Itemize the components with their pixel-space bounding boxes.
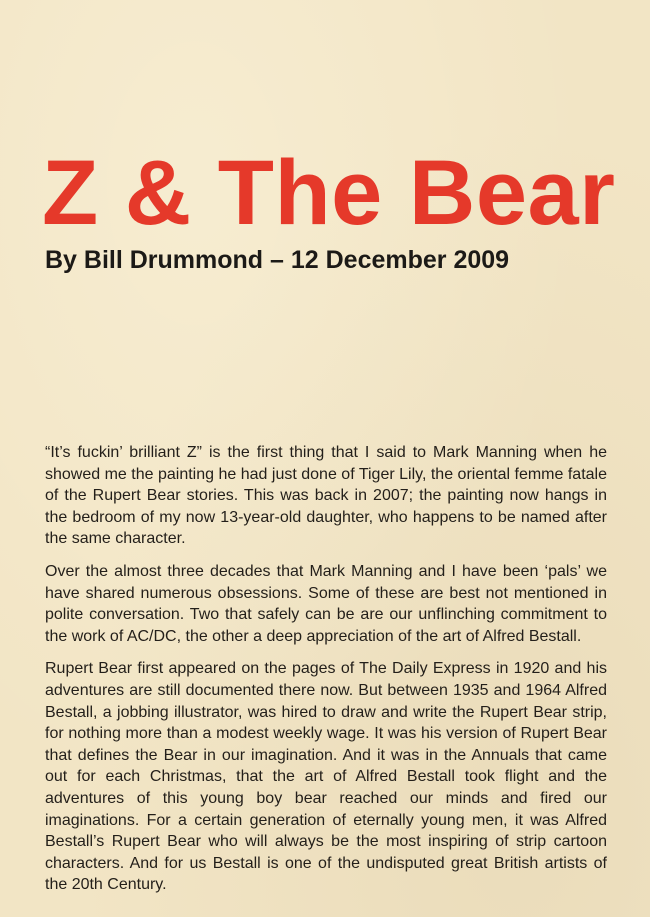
paragraph: Over the almost three decades that Mark Manning and I have been ‘pals’ we have shared numerous obsessions. Some of these are best not mentioned in polite conversation. Two that safely can be are our unflinching commitment to the work of AC/DC, the other a deep appreciation of the art of Alfred Bestall. [45, 562, 607, 645]
paragraph: Rupert Bear first appeared on the pages of The Daily Express in 1920 and his adventures are still documented there now. But between 1935 and 1964 Alfred Bestall, a jobbing illustrator, was hired to draw and write the Rupert Bear strip, for nothing more than a modest weekly wage. It was his version of Rupert Bear that defines the Bear in our imagination. And it was in the Annuals that came out for each Christmas, that the art of Alfred Bestall took flight and the adventures of this young boy bear reached our minds and fired our imaginations. For a certain generation of eternally young men, it was Alfred Bestall’s Rupert Bear who will always be the most inspiring of strip cartoon characters. And for us Bestall is one of the undisputed great British artists of the 20th Century. [45, 660, 607, 894]
paragraph: “It’s fuckin’ brilliant Z” is the first thing that I said to Mark Manning when he showed me the painting he had just done of Tiger Lily, the oriental femme fatale of the Rupert Bear stories. This was back in 2007; the painting now hangs in the bedroom of my now 13-year-old daughter, who happens to be named after the same character. [45, 444, 607, 548]
article-body [45, 442, 607, 907]
page-title: Z & The Bear [42, 142, 616, 244]
byline: By Bill Drummond – 12 December 2009 [45, 246, 510, 274]
